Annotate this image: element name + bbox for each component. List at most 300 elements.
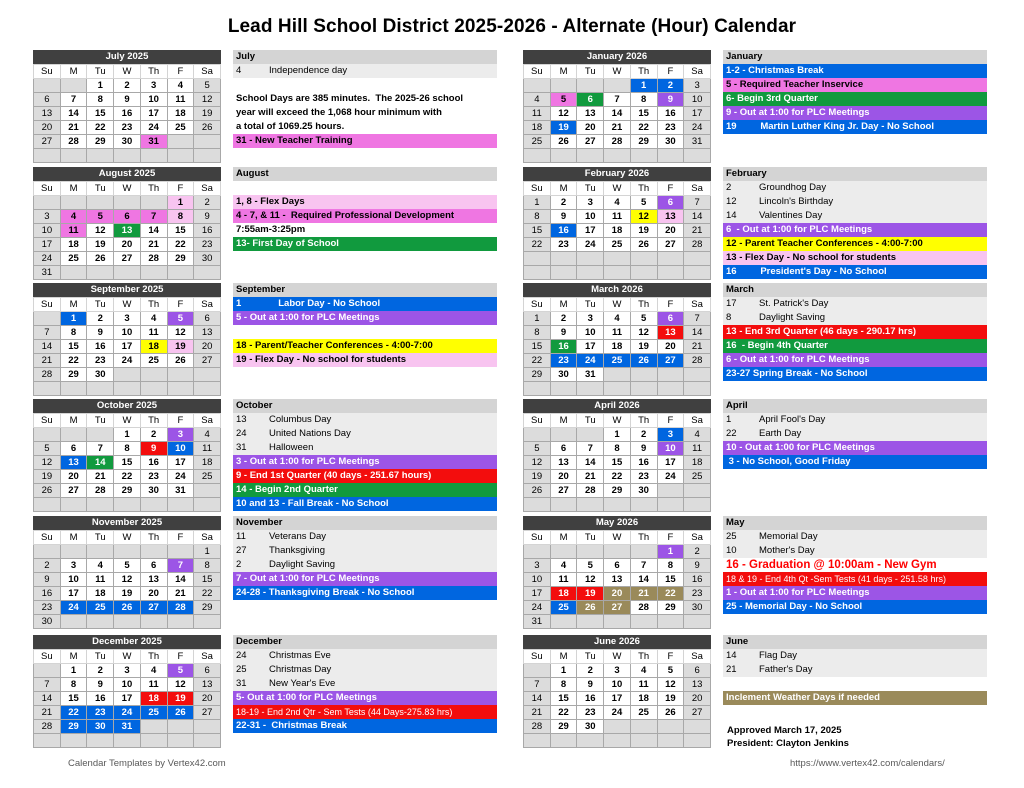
- day-cell: 12: [657, 678, 684, 692]
- day-cell: 22: [114, 470, 141, 484]
- day-cell: 12: [114, 573, 141, 587]
- day-cell: 6: [657, 196, 684, 210]
- empty-day-cell: [604, 615, 631, 629]
- day-cell: 25: [604, 354, 631, 368]
- day-cell: 4: [524, 93, 551, 107]
- note-item: 31 - New Teacher Training: [233, 134, 497, 148]
- day-cell: 8: [657, 559, 684, 573]
- day-cell: 30: [194, 252, 221, 266]
- day-cell: 20: [194, 692, 221, 706]
- day-cell: 5: [524, 442, 551, 456]
- empty-day-cell: [524, 79, 551, 93]
- day-cell: 31: [577, 368, 604, 382]
- weekday-label: Tu: [87, 65, 114, 79]
- day-cell: 25: [87, 601, 114, 615]
- day-cell: 24: [604, 706, 631, 720]
- note-date: 25: [726, 531, 737, 542]
- empty-day-cell: [524, 266, 551, 280]
- empty-day-cell: [550, 252, 577, 266]
- day-cell: 1: [167, 196, 194, 210]
- empty-day-cell: [34, 382, 61, 396]
- month-notes: [723, 50, 987, 134]
- note-item: [233, 663, 497, 677]
- day-cell: 11: [87, 573, 114, 587]
- empty-day-cell: [524, 498, 551, 512]
- weekday-label: Su: [524, 531, 551, 545]
- notes-header: August: [233, 167, 497, 181]
- empty-day-cell: [167, 368, 194, 382]
- note-item: [723, 544, 987, 558]
- day-cell: 25: [140, 354, 167, 368]
- day-cell: 21: [60, 121, 87, 135]
- empty-day-cell: [114, 498, 141, 512]
- month-notes: [723, 635, 987, 705]
- day-cell: 14: [87, 456, 114, 470]
- weekday-label: Tu: [87, 414, 114, 428]
- notes-header: February: [723, 167, 987, 181]
- weekday-label: Tu: [87, 298, 114, 312]
- weekday-label: Th: [630, 650, 657, 664]
- weekday-label: Sa: [194, 531, 221, 545]
- day-cell: 11: [684, 442, 711, 456]
- day-cell: 20: [684, 692, 711, 706]
- day-cell: 16: [577, 692, 604, 706]
- note-item: 10 and 13 - Fall Break - No School: [233, 497, 497, 511]
- day-cell: 3: [524, 559, 551, 573]
- day-cell: 13: [194, 678, 221, 692]
- day-cell: 1: [524, 196, 551, 210]
- day-cell: 2: [630, 428, 657, 442]
- empty-day-cell: [524, 428, 551, 442]
- day-cell: 24: [34, 252, 61, 266]
- day-cell: 24: [140, 121, 167, 135]
- weekday-label: Tu: [577, 531, 604, 545]
- note-item: 7 - Out at 1:00 for PLC Meetings: [233, 572, 497, 586]
- calendar-title: Lead Hill School District 2025-2026 - Alternate (Hour) Calendar: [227, 16, 797, 37]
- empty-day-cell: [140, 149, 167, 163]
- empty-day-cell: [684, 498, 711, 512]
- note-item: 7:55am-3:25pm: [236, 224, 306, 235]
- day-cell: 21: [604, 121, 631, 135]
- empty-day-cell: [604, 266, 631, 280]
- weekday-label: Th: [630, 65, 657, 79]
- empty-day-cell: [34, 664, 61, 678]
- day-cell: 22: [87, 121, 114, 135]
- weekday-label: Sa: [684, 650, 711, 664]
- empty-day-cell: [550, 734, 577, 748]
- empty-day-cell: [34, 428, 61, 442]
- day-cell: 27: [194, 354, 221, 368]
- empty-day-cell: [114, 734, 141, 748]
- day-cell: 30: [550, 368, 577, 382]
- day-cell: 23: [194, 238, 221, 252]
- day-cell: 29: [604, 484, 631, 498]
- note-item: [723, 195, 987, 209]
- month-notes: [233, 516, 497, 600]
- day-cell: 4: [140, 664, 167, 678]
- day-cell: 3: [684, 79, 711, 93]
- day-cell: 14: [34, 692, 61, 706]
- day-cell: 18: [194, 456, 221, 470]
- day-cell: 3: [167, 428, 194, 442]
- day-cell: 18: [140, 340, 167, 354]
- day-cell: 5: [194, 79, 221, 93]
- day-cell: 7: [167, 559, 194, 573]
- empty-day-cell: [657, 498, 684, 512]
- weekday-label: Th: [630, 182, 657, 196]
- weekday-label: Sa: [684, 414, 711, 428]
- day-cell: 1: [60, 312, 87, 326]
- note-date: 8: [726, 312, 732, 323]
- empty-day-cell: [194, 498, 221, 512]
- day-cell: 16: [114, 107, 141, 121]
- day-cell: 27: [60, 484, 87, 498]
- day-cell: 26: [167, 354, 194, 368]
- day-cell: 13: [577, 107, 604, 121]
- note-item: 9 - End 1st Quarter (40 days - 251.67 hours): [233, 469, 497, 483]
- note-item: a total of 1069.25 hours.: [236, 121, 345, 132]
- empty-day-cell: [34, 79, 61, 93]
- weekday-label: Sa: [194, 298, 221, 312]
- empty-day-cell: [604, 734, 631, 748]
- day-cell: 16: [87, 340, 114, 354]
- empty-day-cell: [630, 734, 657, 748]
- day-cell: 27: [657, 354, 684, 368]
- day-cell: 2: [657, 79, 684, 93]
- day-cell: 5: [87, 210, 114, 224]
- empty-day-cell: [657, 368, 684, 382]
- empty-day-cell: [524, 734, 551, 748]
- weekday-label: W: [114, 298, 141, 312]
- day-cell: 22: [60, 354, 87, 368]
- day-cell: 30: [684, 601, 711, 615]
- empty-day-cell: [657, 252, 684, 266]
- day-cell: 5: [167, 312, 194, 326]
- note-item: [723, 649, 987, 663]
- day-cell: 27: [114, 252, 141, 266]
- day-cell: 29: [524, 368, 551, 382]
- day-cell: 23: [87, 354, 114, 368]
- weekday-label: Tu: [577, 414, 604, 428]
- day-cell: 29: [87, 135, 114, 149]
- day-cell: 9: [114, 93, 141, 107]
- empty-day-cell: [604, 720, 631, 734]
- day-cell: 7: [577, 442, 604, 456]
- empty-day-cell: [194, 615, 221, 629]
- day-cell: 25: [167, 121, 194, 135]
- note-item: 24-28 - Thanksgiving Break - No School: [233, 586, 497, 600]
- note-item: 13 - Flex Day - No school for students: [723, 251, 987, 265]
- day-cell: 7: [524, 678, 551, 692]
- day-cell: 10: [604, 678, 631, 692]
- empty-day-cell: [684, 368, 711, 382]
- weekday-label: F: [167, 650, 194, 664]
- day-cell: 1: [604, 428, 631, 442]
- month-calendar: [33, 283, 221, 396]
- day-cell: 24: [114, 354, 141, 368]
- day-cell: 11: [194, 442, 221, 456]
- day-cell: 3: [34, 210, 61, 224]
- day-cell: 19: [657, 692, 684, 706]
- day-cell: 2: [194, 196, 221, 210]
- day-cell: 7: [34, 678, 61, 692]
- day-cell: 17: [114, 340, 141, 354]
- weekday-label: F: [167, 298, 194, 312]
- empty-day-cell: [167, 266, 194, 280]
- note-text: Lincoln's Birthday: [759, 196, 834, 207]
- day-cell: 10: [657, 442, 684, 456]
- note-item: [233, 558, 497, 572]
- empty-day-cell: [630, 720, 657, 734]
- footer-left: Calendar Templates by Vertex42.com: [68, 758, 226, 769]
- day-cell: 12: [34, 456, 61, 470]
- day-cell: 9: [87, 678, 114, 692]
- note-date: 24: [236, 650, 247, 661]
- day-cell: 8: [630, 93, 657, 107]
- day-cell: 6: [60, 442, 87, 456]
- empty-day-cell: [577, 428, 604, 442]
- note-item: 23-27 Spring Break - No School: [723, 367, 987, 381]
- empty-day-cell: [114, 368, 141, 382]
- weekday-label: Sa: [684, 531, 711, 545]
- empty-day-cell: [577, 252, 604, 266]
- month-calendar: [33, 167, 221, 280]
- note-item: 10 - Out at 1:00 for PLC Meetings: [723, 441, 987, 455]
- note-text: Columbus Day: [269, 414, 332, 425]
- day-cell: 13: [194, 326, 221, 340]
- day-cell: 5: [114, 559, 141, 573]
- day-cell: 11: [630, 678, 657, 692]
- weekday-label: M: [550, 414, 577, 428]
- note-date: 2: [236, 559, 242, 570]
- day-cell: 11: [604, 326, 631, 340]
- notes-header: September: [233, 283, 497, 297]
- month-notes: [233, 635, 497, 733]
- day-cell: 26: [657, 706, 684, 720]
- day-cell: 24: [657, 470, 684, 484]
- note-item: [233, 649, 497, 663]
- day-cell: 7: [684, 196, 711, 210]
- day-cell: 19: [194, 107, 221, 121]
- day-cell: 11: [550, 573, 577, 587]
- day-cell: 30: [114, 135, 141, 149]
- weekday-label: Tu: [87, 182, 114, 196]
- day-cell: 2: [550, 312, 577, 326]
- day-cell: 29: [167, 252, 194, 266]
- empty-day-cell: [140, 266, 167, 280]
- empty-day-cell: [524, 545, 551, 559]
- day-cell: 9: [657, 93, 684, 107]
- day-cell: 12: [167, 326, 194, 340]
- day-cell: 19: [167, 692, 194, 706]
- day-cell: 7: [630, 559, 657, 573]
- note-text: Veterans Day: [269, 531, 327, 542]
- day-cell: 25: [550, 601, 577, 615]
- month-notes: [723, 399, 987, 469]
- month-notes: [723, 283, 987, 381]
- empty-day-cell: [524, 149, 551, 163]
- empty-day-cell: [87, 196, 114, 210]
- note-item: 13- First Day of School: [233, 237, 497, 251]
- weekday-label: W: [604, 650, 631, 664]
- weekday-label: Tu: [577, 65, 604, 79]
- day-cell: 6: [194, 312, 221, 326]
- empty-day-cell: [167, 498, 194, 512]
- empty-day-cell: [34, 498, 61, 512]
- day-cell: 3: [577, 312, 604, 326]
- month-calendar: [523, 399, 711, 512]
- note-item: 5- Out at 1:00 for PLC Meetings: [233, 691, 497, 705]
- day-cell: 13: [550, 456, 577, 470]
- day-cell: 4: [60, 210, 87, 224]
- empty-day-cell: [577, 615, 604, 629]
- day-cell: 15: [657, 573, 684, 587]
- day-cell: 22: [604, 470, 631, 484]
- day-cell: 27: [194, 706, 221, 720]
- day-cell: 20: [657, 224, 684, 238]
- day-cell: 17: [604, 692, 631, 706]
- day-cell: 2: [577, 664, 604, 678]
- day-cell: 5: [34, 442, 61, 456]
- day-cell: 28: [577, 484, 604, 498]
- empty-day-cell: [140, 498, 167, 512]
- day-cell: 21: [167, 587, 194, 601]
- day-cell: 20: [550, 470, 577, 484]
- weekday-label: Tu: [87, 531, 114, 545]
- day-cell: 8: [60, 326, 87, 340]
- day-cell: 30: [630, 484, 657, 498]
- day-cell: 23: [114, 121, 141, 135]
- day-cell: 5: [577, 559, 604, 573]
- day-cell: 11: [140, 326, 167, 340]
- day-cell: 6: [550, 442, 577, 456]
- weekday-label: Su: [524, 650, 551, 664]
- empty-day-cell: [657, 734, 684, 748]
- day-cell: 13: [114, 224, 141, 238]
- day-cell: 31: [140, 135, 167, 149]
- day-cell: 19: [114, 587, 141, 601]
- day-cell: 20: [577, 121, 604, 135]
- day-cell: 27: [140, 601, 167, 615]
- day-cell: 10: [167, 442, 194, 456]
- empty-day-cell: [657, 484, 684, 498]
- day-cell: 4: [140, 312, 167, 326]
- day-cell: 19: [550, 121, 577, 135]
- day-cell: 23: [140, 470, 167, 484]
- month-calendar: [523, 50, 711, 163]
- day-cell: 14: [524, 692, 551, 706]
- note-item: [233, 441, 497, 455]
- empty-day-cell: [550, 149, 577, 163]
- weekday-label: F: [167, 182, 194, 196]
- day-cell: 3: [140, 79, 167, 93]
- day-cell: 21: [630, 587, 657, 601]
- weekday-label: Su: [34, 298, 61, 312]
- empty-day-cell: [657, 615, 684, 629]
- weekday-label: Sa: [194, 65, 221, 79]
- empty-day-cell: [577, 149, 604, 163]
- approval-date: Approved March 17, 2025: [727, 725, 842, 736]
- note-text: Christmas Eve: [269, 650, 331, 661]
- day-cell: 17: [167, 456, 194, 470]
- day-cell: 8: [60, 678, 87, 692]
- empty-day-cell: [630, 615, 657, 629]
- weekday-label: W: [604, 414, 631, 428]
- note-date: 4: [236, 65, 242, 76]
- empty-day-cell: [167, 545, 194, 559]
- day-cell: 29: [550, 720, 577, 734]
- empty-day-cell: [34, 149, 61, 163]
- day-cell: 21: [34, 354, 61, 368]
- empty-day-cell: [194, 135, 221, 149]
- day-cell: 22: [194, 587, 221, 601]
- month-calendar: [33, 635, 221, 748]
- month-header: January 2026: [523, 50, 711, 64]
- note-date: 13: [236, 414, 247, 425]
- weekday-label: Th: [140, 414, 167, 428]
- day-cell: 17: [524, 587, 551, 601]
- notes-header: July: [233, 50, 497, 64]
- note-text: United Nations Day: [269, 428, 351, 439]
- day-cell: 10: [34, 224, 61, 238]
- empty-day-cell: [114, 149, 141, 163]
- weekday-label: W: [114, 65, 141, 79]
- day-cell: 18: [87, 587, 114, 601]
- note-item: [723, 427, 987, 441]
- note-date: 14: [726, 650, 737, 661]
- day-cell: 22: [657, 587, 684, 601]
- day-cell: 12: [524, 456, 551, 470]
- month-notes: [233, 167, 497, 251]
- empty-day-cell: [87, 428, 114, 442]
- notes-header: March: [723, 283, 987, 297]
- day-cell: 3: [114, 312, 141, 326]
- month-header: November 2025: [33, 516, 221, 530]
- day-cell: 10: [577, 210, 604, 224]
- note-text: Daylight Saving: [759, 312, 826, 323]
- day-cell: 19: [630, 340, 657, 354]
- day-cell: 20: [604, 587, 631, 601]
- empty-day-cell: [524, 664, 551, 678]
- day-cell: 24: [684, 121, 711, 135]
- day-cell: 19: [630, 224, 657, 238]
- empty-day-cell: [604, 79, 631, 93]
- day-cell: 23: [684, 587, 711, 601]
- empty-day-cell: [604, 252, 631, 266]
- month-notes: [723, 516, 987, 614]
- notes-header: November: [233, 516, 497, 530]
- empty-day-cell: [630, 368, 657, 382]
- empty-day-cell: [140, 734, 167, 748]
- day-cell: 12: [87, 224, 114, 238]
- day-cell: 26: [87, 252, 114, 266]
- day-cell: 16: [684, 573, 711, 587]
- day-cell: 17: [60, 587, 87, 601]
- notes-header: January: [723, 50, 987, 64]
- note-text: Independence day: [269, 65, 348, 76]
- day-cell: 14: [577, 456, 604, 470]
- weekday-label: Tu: [577, 182, 604, 196]
- empty-day-cell: [60, 149, 87, 163]
- day-cell: 28: [684, 238, 711, 252]
- day-cell: 21: [34, 706, 61, 720]
- day-cell: 8: [550, 678, 577, 692]
- day-cell: 15: [550, 692, 577, 706]
- empty-day-cell: [684, 615, 711, 629]
- day-cell: 18: [604, 224, 631, 238]
- day-cell: 31: [114, 720, 141, 734]
- day-cell: 16: [87, 692, 114, 706]
